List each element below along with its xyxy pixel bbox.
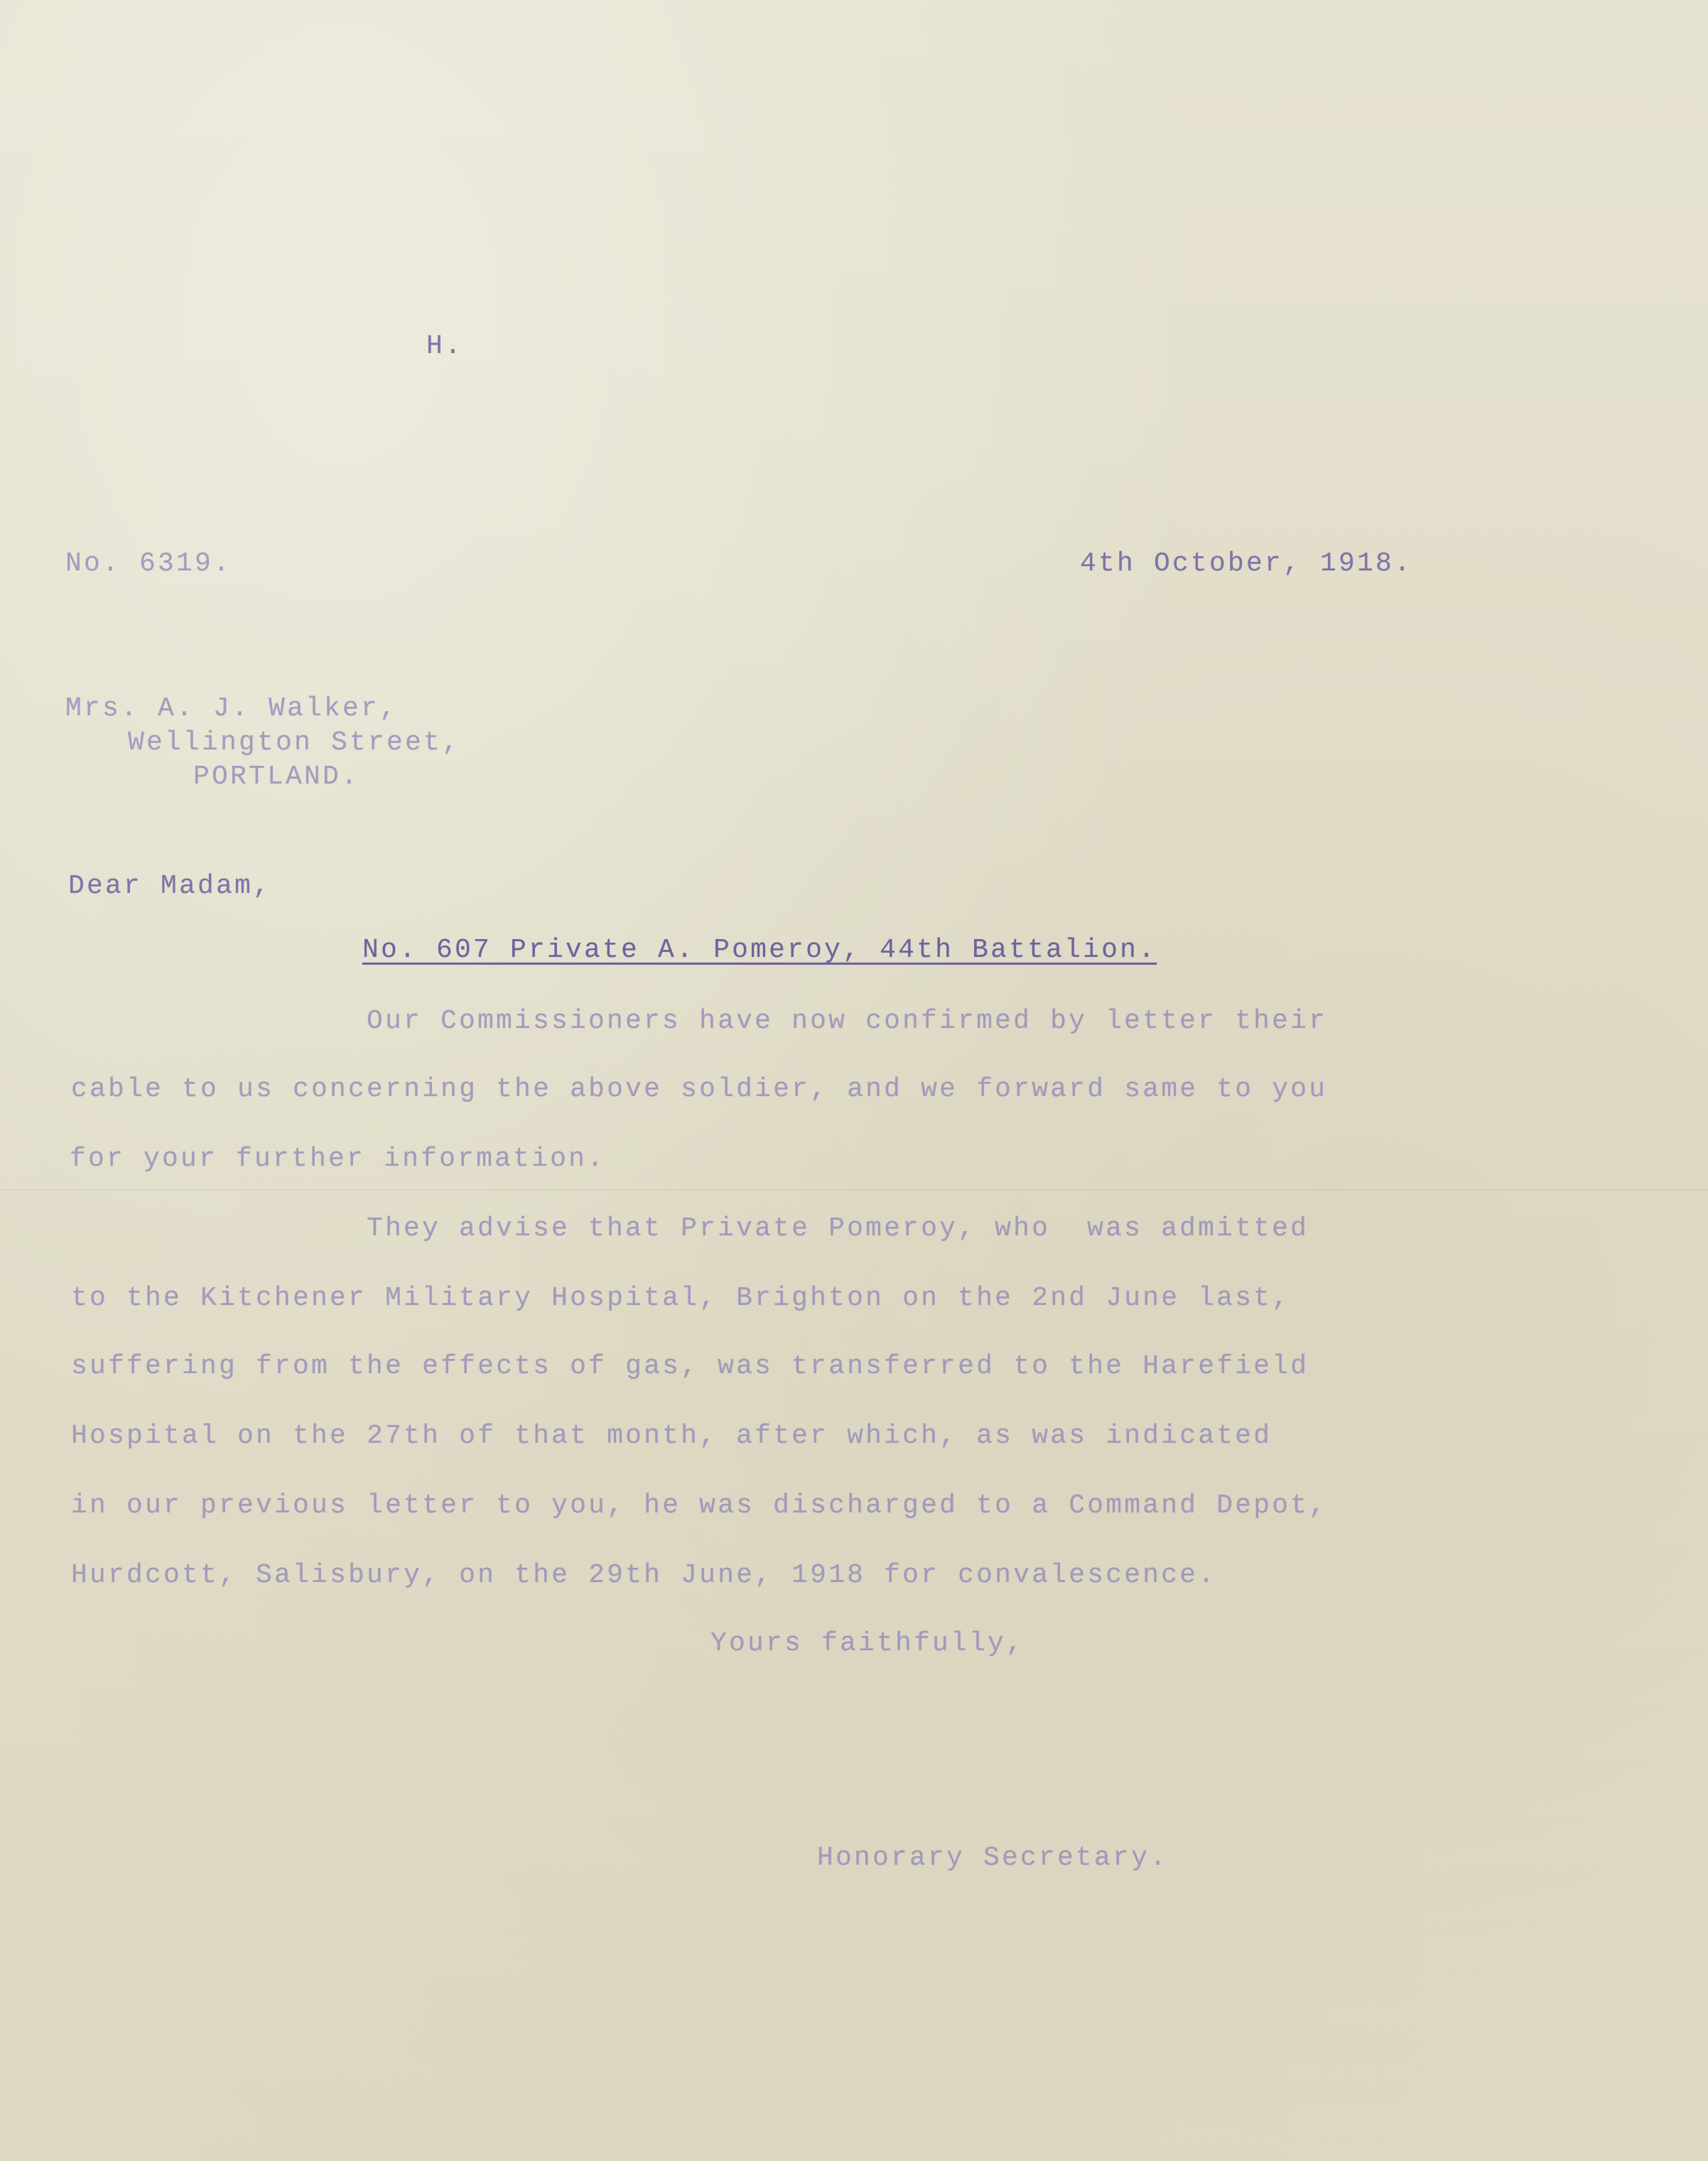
body-line: They advise that Private Pomeroy, who was admitted: [367, 1213, 1309, 1244]
paper-fold-crease: [0, 1188, 1708, 1192]
letter-mark: H.: [426, 331, 464, 362]
body-line: cable to us concerning the above soldier, and we forward same to you: [71, 1074, 1328, 1105]
letter-date: 4th October, 1918.: [1080, 548, 1413, 579]
closing: Yours faithfully,: [710, 1628, 1025, 1659]
address-line-name: Mrs. A. J. Walker,: [65, 693, 399, 724]
letter-subject: No. 607 Private A. Pomeroy, 44th Battalion.: [362, 935, 1157, 965]
signature-title: Honorary Secretary.: [817, 1843, 1169, 1873]
body-line: Hospital on the 27th of that month, after which, as was indicated: [71, 1421, 1272, 1451]
body-line: in our previous letter to you, he was discharged to a Command Depot,: [71, 1490, 1328, 1521]
address-line-city: PORTLAND.: [193, 762, 360, 792]
salutation: Dear Madam,: [68, 871, 272, 901]
body-line: Hurdcott, Salisbury, on the 29th June, 1918 for convalescence.: [71, 1560, 1217, 1591]
body-line: for your further information.: [70, 1144, 606, 1174]
body-line: to the Kitchener Military Hospital, Brighton on the 2nd June last,: [71, 1283, 1291, 1314]
body-line: suffering from the effects of gas, was transferred to the Harefield: [71, 1351, 1309, 1382]
body-line: Our Commissioners have now confirmed by letter their: [367, 1006, 1328, 1036]
address-line-street: Wellington Street,: [128, 727, 461, 758]
reference-number: No. 6319.: [65, 548, 232, 579]
